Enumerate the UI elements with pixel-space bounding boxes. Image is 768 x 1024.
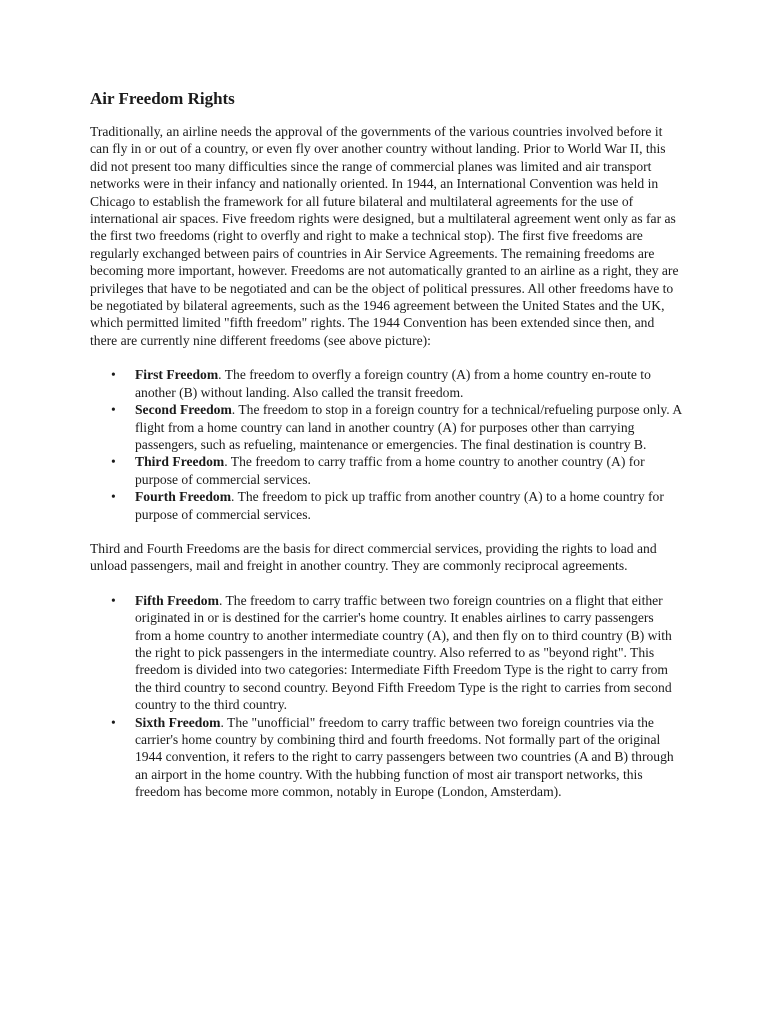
- bullet-icon: •: [111, 592, 116, 608]
- desc-fifth-freedom: . The freedom to carry traffic between two foreign countries on a flight that either originated in or is destined for the carrier's home country. It enables airlines to carry passengers from a home country to another intermediate country (A), and then fly on to third country (B) with the right to pick passengers in the intermediate country. Also referred to as "beyond right". This freedom is divided into two categories: Intermediate Fifth Freedom Type is the right to carry from the third country to second country. Beyond Fifth Freedom Type is the right to carries from second country to the third country.: [135, 592, 672, 713]
- freedoms-list-1: [90, 366, 682, 523]
- list-item-third-freedom: [111, 453, 682, 488]
- term-sixth-freedom: Sixth Freedom: [135, 714, 221, 730]
- desc-first-freedom: . The freedom to overfly a foreign country (A) from a home country en-route to another (B) without landing. Also called the transit freedom.: [135, 367, 651, 400]
- desc-fourth-freedom: . The freedom to pick up traffic from another country (A) to a home country for purpose of commercial services.: [135, 489, 664, 522]
- list-item-second-freedom: [111, 401, 682, 453]
- term-fifth-freedom: Fifth Freedom: [135, 592, 219, 608]
- bullet-icon: •: [111, 402, 116, 418]
- desc-third-freedom: . The freedom to carry traffic from a home country to another country (A) for purpose of commercial services.: [135, 454, 645, 487]
- bullet-icon: •: [111, 714, 116, 730]
- list-item-fifth-freedom: [111, 592, 682, 714]
- list-item-fourth-freedom: [111, 488, 682, 523]
- term-first-freedom: First Freedom: [135, 367, 219, 383]
- list-item-first-freedom: [111, 366, 682, 401]
- term-fourth-freedom: Fourth Freedom: [135, 489, 232, 505]
- freedoms-list-2: [90, 592, 682, 801]
- bullet-icon: •: [111, 454, 116, 470]
- desc-second-freedom: . The freedom to stop in a foreign country for a technical/refueling purpose only. A flight from a home country can land in another country (A) for purposes other than carrying passengers, such as refueling, maintenance or emergencies. The final destination is country B.: [135, 402, 682, 452]
- desc-sixth-freedom: . The "unofficial" freedom to carry traffic between two foreign countries via the carrier's home country by combining third and fourth freedoms. Not formally part of the original 1944 convention, it refers to the right to carry passengers between two countries (A and B) through an airport in the home country. With the hubbing function of most air transport networks, this freedom has become more common, notably in Europe (London, Amsterdam).: [135, 714, 674, 800]
- bullet-icon: •: [111, 367, 116, 383]
- page-title: Air Freedom Rights: [90, 89, 235, 108]
- intro-paragraph: Traditionally, an airline needs the approval of the governments of the various countries involved before it can fly in or out of a country, or even fly over another country without landing. Prior to World War II, this did not present too many difficulties since the range of commercial planes was limited and air transport networks were in their infancy and nationally oriented. In 1944, an International Convention was held in Chicago to establish the framework for all future bilateral and multilateral agreements for the use of international air spaces. Five freedom rights were designed, but a multilateral agreement went only as far as the first two freedoms (right to overfly and right to make a technical stop). The first five freedoms are regularly exchanged between pairs of countries in Air Service Agreements. The remaining freedoms are becoming more important, however. Freedoms are not automatically granted to an airline as a right, they are privileges that have to be negotiated and can be the object of political pressures. All other freedoms have to be negotiated by bilateral agreements, such as the 1946 agreement between the United States and the UK, which permitted limited "fifth freedom" rights. The 1944 Convention has been extended since then, and there are currently nine different freedoms (see above picture):: [90, 124, 679, 348]
- document-page: [90, 88, 682, 818]
- term-third-freedom: Third Freedom: [135, 454, 225, 470]
- list-item-sixth-freedom: [111, 714, 682, 801]
- term-second-freedom: Second Freedom: [135, 402, 232, 418]
- bullet-icon: •: [111, 489, 116, 505]
- middle-paragraph: Third and Fourth Freedoms are the basis for direct commercial services, providing the rights to load and unload passengers, mail and freight in another country. They are commonly reciprocal agreements.: [90, 540, 657, 574]
